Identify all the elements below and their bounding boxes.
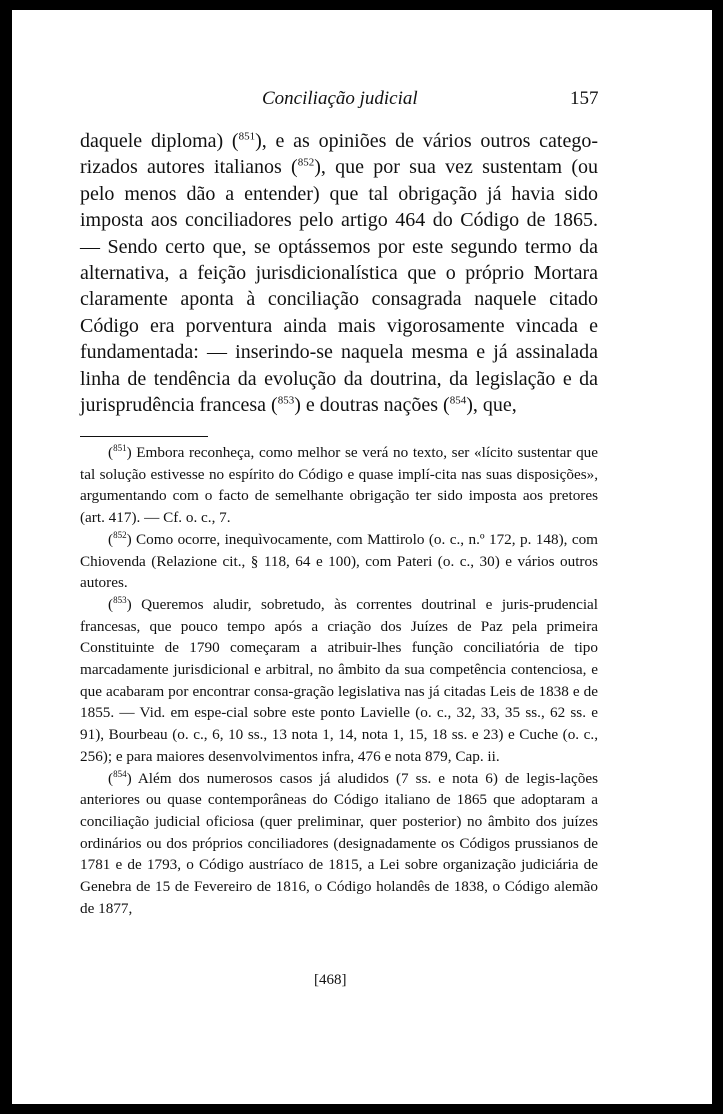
footnote-paren: ) — [126, 595, 132, 613]
footnote-text: Como ocorre, inequìvocamente, com Mattirolo (o. c., n.º 172, p. 148), com Chiovenda (Relazione cit., § 118, 64 e 100), com Pateri (o. c., 30) e vários outros autores. — [80, 530, 598, 592]
footnote-number: 852 — [113, 529, 127, 540]
footnote-paren: ( — [108, 444, 114, 461]
footnote-851 — [80, 442, 598, 529]
footnote-paren: ) — [126, 769, 132, 787]
footnote-ref-853: 853 — [277, 394, 295, 407]
page-header — [12, 88, 712, 118]
footnote-ref-852: 852 — [297, 156, 315, 169]
footnote-ref-854: 854 — [449, 394, 467, 407]
sheet-number: [468] — [314, 972, 347, 988]
footnote-854 — [80, 768, 598, 920]
footnote-number: 854 — [113, 768, 127, 779]
footnote-ref-851: 851 — [238, 130, 256, 143]
footnote-paren: ( — [108, 530, 114, 548]
footnote-text: Queremos aludir, sobretudo, às correntes doutrinal e juris-prudencial francesas, que pouco tempo após a criação dos Juízes de Paz pela primeira Constituinte de 1790 começaram a atribuir-lhes função conciliatória de tipo marcadamente jurisdicional e arbitral, no âmbito da sua competência contenciosa, e que acabaram por encontrar consa-gração legislativa nas já citadas Leis de 1838 e de 1855. — Vid. em espe-cial sobre este ponto Lavielle (o. c., 32, 33, 35 ss., 62 ss. e 91), Bourbeau (o. c., 6, 10 ss., 13 nota 1, 14, nota 1, 15, 18 ss. e 23) e Cuche (o. c., 256); e para maiores desenvolvimentos infra, 476 e nota 879, Cap. ii. — [80, 595, 598, 765]
footnote-paren: ( — [108, 769, 114, 787]
main-paragraph — [80, 128, 598, 418]
body-text-segment: ) e doutras nações ( — [294, 394, 450, 417]
footnote-paren: ) — [126, 530, 132, 548]
book-page — [12, 10, 712, 1104]
footnote-number: 851 — [113, 442, 127, 453]
body-text-segment: ), e as opiniões de vários outros catego-rizados autores italianos ( — [80, 130, 599, 179]
footnotes — [80, 442, 598, 919]
body-text-segment: ), que por sua vez sustentam (ou pelo menos dão a entender) que tal obrigação já havia sido imposta aos conciliadores pelo artigo 464 do Código de 1865. — Sendo certo que, se optássemos por este segundo termo da alternativa, a feição jurisdicionalística que o próprio Mortara claramente aponta à conciliação consagrada naquele citado Código era porventura ainda mais vigorosamente vincada e fundamentada: — inserindo-se naquela mesma e já assinalada linha de tendência da evolução da doutrina, da legislação e da jurisprudência francesa ( — [80, 156, 598, 417]
footnote-852 — [80, 529, 598, 594]
footnote-text: Embora reconheça, como melhor se verá no texto, ser «lícito sustentar que tal solução estivesse no espírito do Código e quase implí-cita nas suas disposições», argumentando com o facto de semelhante obrigação ter sido imposta aos pretores (art. 417). — Cf. o. c., 7. — [80, 444, 598, 527]
footnote-text: Além dos numerosos casos já aludidos (7 ss. e nota 6) de legis-lações anteriores ou quase contemporâneas do Código italiano de 1865 que adoptaram a conciliação judicial oficiosa (quer preliminar, quer posterior) no âmbito dos juízes ordinários ou dos próprios conciliadores (designadamente os Códigos prussianos de 1781 e de 1793, o Código austríaco de 1815, a Lei sobre organização judiciária de Genebra de 15 de Fevereiro de 1816, o Código holandês de 1838, o Código alemão de 1877, — [80, 769, 598, 917]
footnote-paren: ) — [126, 444, 132, 461]
body-text-segment: daquele diploma) ( — [80, 130, 239, 152]
running-title: Conciliação judicial — [262, 88, 418, 109]
footnote-paren: ( — [108, 595, 114, 613]
body-text-segment: ), que, — [466, 394, 517, 417]
footnote-853 — [80, 594, 598, 768]
footnote-divider — [80, 436, 208, 437]
footnote-number: 853 — [113, 594, 127, 605]
page-number: 157 — [570, 88, 599, 109]
